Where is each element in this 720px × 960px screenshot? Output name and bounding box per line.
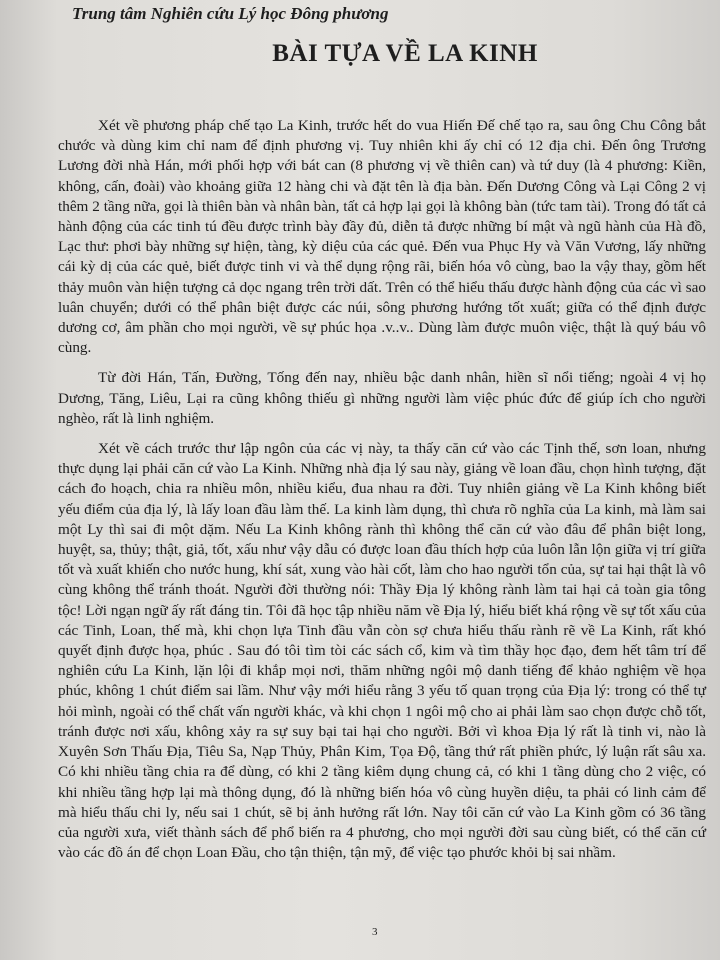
running-header: Trung tâm Nghiên cứu Lý học Đông phương (72, 4, 389, 23)
paragraph-1: Xét về phương pháp chế tạo La Kinh, trước hết do vua Hiến Đế chế tạo ra, sau ông Chu Công bắt chước và dùng kim chỉ nam để định phương vị. Tuy nhiên khi ấy chỉ có 12 địa chi. Đến ông Trương Lương đời nhà Hán, mới phối hợp với bát can (8 phương vị về thiên can) và tứ duy (là 4 phương: Kiền, không, cấn, đoài) vào khoảng giữa 12 hàng chi và đặt tên là địa bàn. Đến Dương Công và Lại Công 2 vị thêm 2 tầng nữa, gọi là thiên bàn và nhân bàn, tất cả hợp lại gọi là không bàn (tức tam tài). Trong đó tất cả hành động của các tinh tú đều được trình bày đầy đủ, diễn tả được những bí mật và ngũ hành của Hà đồ, Lạc thư: phơi bày những sự hiện, tàng, kỳ diệu của các quẻ. Đến vua Phục Hy và Văn Vương, lấy những cái kỳ dị của các quẻ, biết được tinh vi và thể dụng rộng rãi, biến hóa vô cùng, bao la vậy thay, gồm hết thảy muôn vàn hiện tượng cả dọc ngang trên trời dất. Trên có thể hiểu thấu được hành động của các vì sao luân chuyển; dưới có thể phân biệt được các núi, sông phương hướng tốt xuất; giữa có thể định được dương cơ, âm phần cho mọi người, về sự phúc họa .v..v.. Dùng làm được muôn việc, thật là quý báu vô cùng. (58, 117, 706, 357)
paragraph-2: Từ đời Hán, Tấn, Đường, Tống đến nay, nhiều bậc danh nhân, hiền sĩ nổi tiếng; ngoài 4 vị họ Dương, Tăng, Liêu, Lại ra cũng không thiếu gì những người làm việc phúc đức để giúp ích cho người nghèo, rất là linh nghiệm. (58, 369, 706, 427)
body-text (58, 116, 706, 873)
paragraph-3: Xét về cách trước thư lập ngôn của các vị này, ta thấy căn cứ vào các Tịnh thế, sơn loan, nhưng thực dụng lại phải căn cứ vào La Kinh. Những nhà địa lý sau này, giảng về loan đầu, chọn hình tượng, đặt cách đo hoạch, chia ra nhiều môn, nhiều kiểu, đua nhau ra đời. Tuy nhiên giảng về La Kinh không biết yếu điểm của địa lý, là lấy loan đầu làm thế. La kinh làm dụng, thì chưa rõ nghĩa của La kinh, mà làm sai một Ly thì sai đi một dặm. Nếu La Kinh không rành thì không thể căn cứ vào đâu để phân biệt long, huyệt, sa, thủy; thật, giả, tốt, xấu như vậy dẫu có được loan đầu thích hợp của luôn lẫn lộn giữa vị trí giữa tốt và xuất khiến cho nước hung, khí sát, xung vào hài cốt, làm cho hao người tổn của, sự tai hại thật là vô cùng không thể tránh thoát. Người đời thường nói: Thầy Địa lý không rành làm tai hại cả toàn gia tông tộc! Lời ngạn ngữ ấy rất đáng tin. Tôi đã học tập nhiều năm về Địa lý, hiểu biết khá rộng về sự tốt xấu của các Tinh, Loan, thế mà, khi chọn lựa Tinh đầu vẫn còn sợ chưa hiểu thấu rành rẽ về La Kinh, rất khó quyết định được họa, phúc . Sau đó tôi tìm tòi các sách cổ, kim và tìm thầy học đạo, đem hết tâm trí để nghiên cứu La Kinh, lặn lội đi khắp mọi nơi, thăm những ngôi mộ danh tiếng để khảo nghiệm về họa phúc, không 1 chút điểm sai lầm. Như vậy mới hiểu rằng 3 yếu tố quan trọng của Địa lý: trong có thể tự hỏi mình, ngoài có thể chất vấn người khác, và khi chọn 1 ngôi mộ cho ai phải làm sao chọn được chỗ tốt, tránh được nơi xấu, không xảy ra sự suy bại tai hại cho người. Bởi vì khoa Địa lý rất là tinh vi, nào là Xuyên Sơn Thấu Địa, Tiêu Sa, Nạp Thủy, Phân Kim, Tọa Độ, tầng thứ rất phiền phức, lý luận rất sâu xa. Có khi nhiều tầng chia ra để dùng, có khi 2 tầng kiêm dụng chung cả, có khi 1 tầng dùng cho 2 việc, có khi nhiều tầng hợp lại mà thông dụng, đó là những biến hóa vô cùng huyền diệu, ta phải có linh cảm để mà hiểu thấu chi ly, nếu sai 1 chút, sẽ bị ảnh hưởng rất lớn. Nay tôi căn cứ vào La Kinh gồm có 36 tầng của người xưa, viết thành sách để phổ biến ra 4 phương, cho mọi người đời sau cùng biết, có thể căn cứ vào các đồ án để chọn Loan Đầu, cho tận thiện, tận mỹ, để việc tạo phước khỏi bị sai nhầm. (58, 440, 706, 862)
page-title: BÀI TỰA VỀ LA KINH (272, 40, 538, 67)
page-number: 3 (372, 926, 378, 938)
